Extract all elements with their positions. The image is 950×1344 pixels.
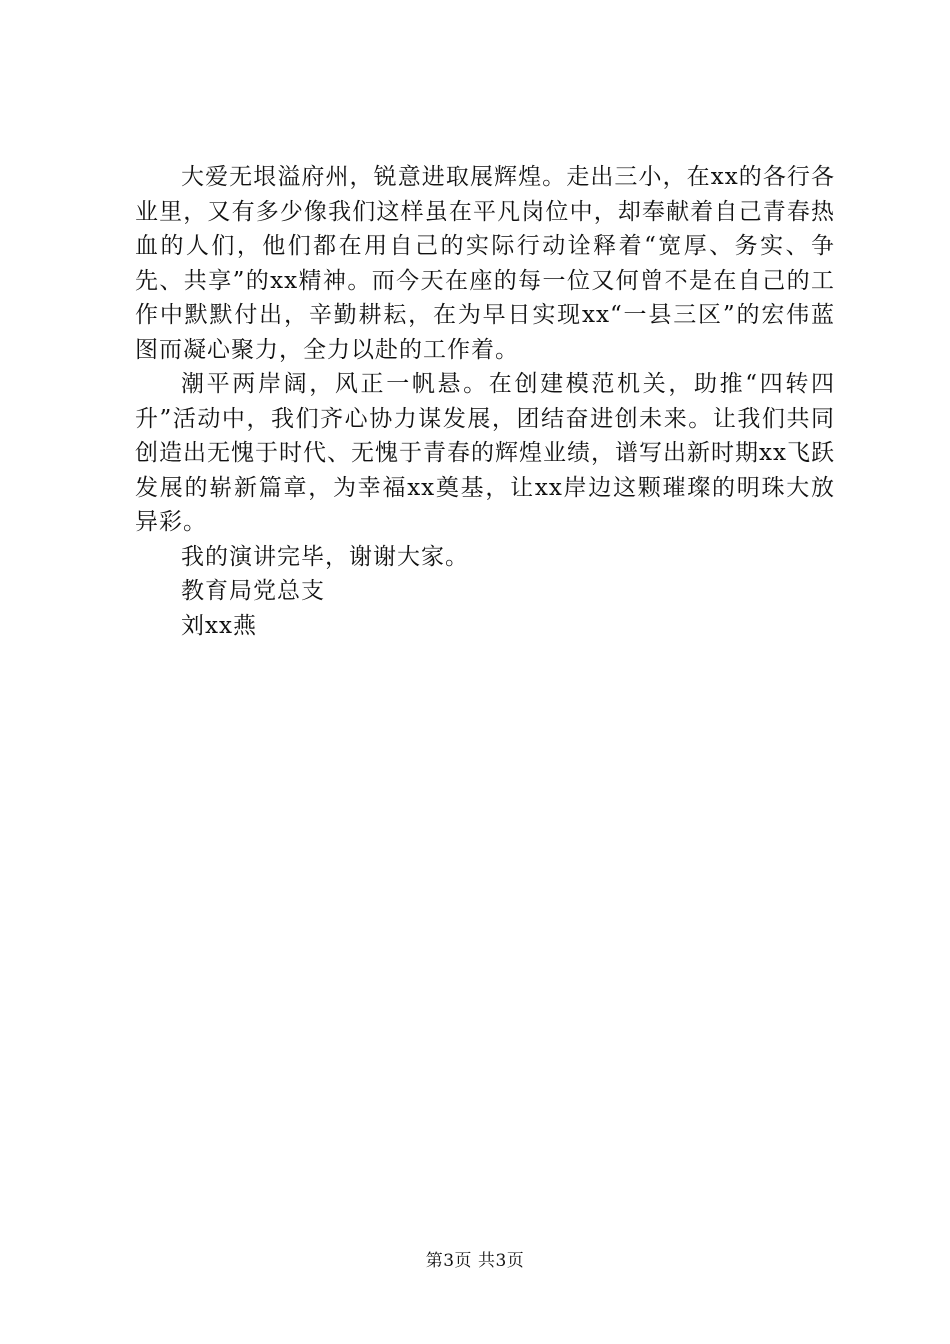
paragraph-1: 大爱无垠溢府州，锐意进取展辉煌。走出三小，在xx的各行各业里，又有多少像我们这样虽在平凡岗位中，却奉献着自己青春热血的人们，他们都在用自己的实际行动诠释着“宽厚、务实、争先、共享”的xx精神。而今天在座的每一位又何曾不是在自己的工作中默默付出，辛勤耕耘，在为早日实现xx“一县三区”的宏伟蓝图而凝心聚力，全力以赴的工作着。 <box>135 164 835 363</box>
document-body <box>135 160 835 643</box>
signature-organization: 教育局党总支 <box>181 578 325 604</box>
paragraph-2: 潮平两岸阔，风正一帆悬。在创建模范机关，助推“四转四升”活动中，我们齐心协力谋发展，团结奋进创未来。让我们共同创造出无愧于时代、无愧于青春的辉煌业绩，谱写出新时期xx飞跃发展的崭新篇章，为幸福xx奠基，让xx岸边这颗璀璨的明珠大放异彩。 <box>135 371 835 535</box>
page-number-footer: 第3页 共3页 <box>425 1251 525 1271</box>
signature-name: 刘xx燕 <box>181 612 257 639</box>
paragraph-3: 我的演讲完毕，谢谢大家。 <box>181 543 469 570</box>
